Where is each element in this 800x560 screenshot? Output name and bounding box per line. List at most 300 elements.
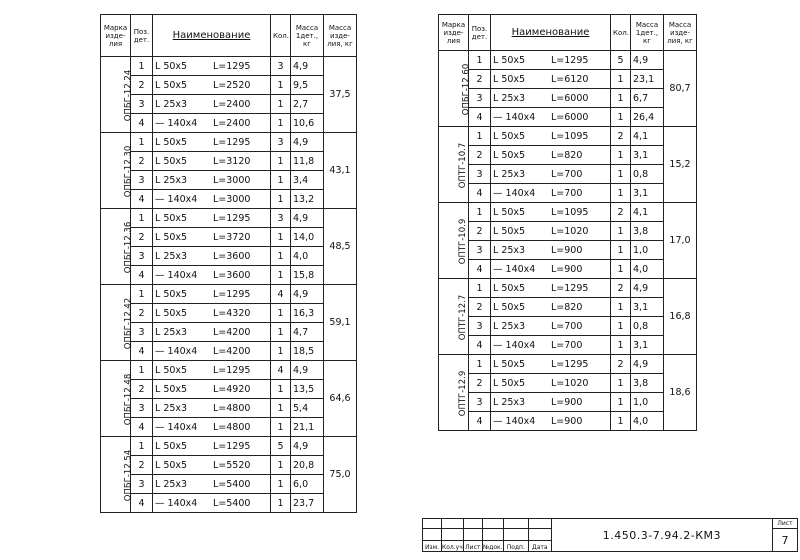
table-row [101, 380, 357, 399]
header-mass-one: Масса 1дет., кг [631, 15, 664, 51]
profile-text: L 50x5 [155, 60, 188, 72]
item-mass-cell [664, 355, 697, 431]
table-row [101, 57, 357, 76]
profile-text: L 50x5 [493, 206, 526, 218]
length-text: L=3000 [213, 193, 251, 205]
sheet-number: 7 [773, 529, 798, 552]
name-cell [491, 355, 611, 374]
item-mass-cell [664, 279, 697, 355]
profile-text: L 25x3 [493, 320, 526, 332]
item-mark: ОПБГ-12.30 [123, 145, 134, 197]
item-mass-cell [324, 209, 357, 285]
table-row [439, 51, 697, 70]
item-mark-cell [101, 285, 134, 361]
table-row [439, 374, 697, 393]
position-cell: 4 [469, 260, 491, 279]
item-mark: ОПТГ-12.9 [458, 370, 469, 416]
position-cell: 3 [131, 171, 153, 190]
position-cell: 4 [469, 184, 491, 203]
position-cell: 2 [131, 76, 153, 95]
table-row [439, 70, 697, 89]
position-cell: 2 [131, 304, 153, 323]
length-text: L=2400 [213, 98, 251, 110]
position-cell: 1 [131, 57, 153, 76]
item-mass-cell [324, 361, 357, 437]
length-text: L=1020 [551, 225, 589, 237]
length-text: L=700 [551, 187, 583, 199]
profile-text: — 140x4 [493, 187, 536, 199]
length-text: L=1295 [213, 60, 251, 72]
profile-text: L 25x3 [155, 478, 188, 490]
table-row [101, 209, 357, 228]
position-cell: 4 [469, 108, 491, 127]
item-mass: 15,2 [669, 159, 691, 170]
length-text: L=4800 [213, 402, 251, 414]
profile-text: L 50x5 [155, 155, 188, 167]
name-cell [153, 380, 271, 399]
name-cell [153, 266, 271, 285]
profile-text: L 50x5 [493, 130, 526, 142]
item-mark: ОПБГ-12.42 [123, 297, 134, 349]
quantity-cell: 1 [271, 494, 291, 513]
length-text: L=4920 [213, 383, 251, 395]
mass-per-part-cell: 4,7 [291, 323, 324, 342]
length-text: L=4800 [213, 421, 251, 433]
table-row [101, 266, 357, 285]
table-row [101, 437, 357, 456]
item-mass-cell [664, 203, 697, 279]
length-text: L=1295 [213, 288, 251, 300]
name-cell [491, 279, 611, 298]
table-row [101, 76, 357, 95]
table-row [101, 133, 357, 152]
length-text: L=3600 [213, 269, 251, 281]
item-mass-cell [664, 127, 697, 203]
quantity-cell: 1 [611, 298, 631, 317]
position-cell: 4 [131, 266, 153, 285]
name-cell [153, 76, 271, 95]
mass-per-part-cell: 3,4 [291, 171, 324, 190]
header-name: Наименование [491, 15, 611, 51]
profile-text: L 50x5 [155, 459, 188, 471]
table-row [101, 152, 357, 171]
item-mass: 75,0 [329, 469, 351, 480]
length-text: L=820 [551, 301, 583, 313]
length-text: L=5400 [213, 478, 251, 490]
table-row [439, 241, 697, 260]
name-cell [153, 494, 271, 513]
item-mass: 43,1 [329, 165, 351, 176]
name-cell [491, 298, 611, 317]
item-mark-cell [439, 203, 469, 279]
name-cell [153, 285, 271, 304]
mass-per-part-cell: 13,2 [291, 190, 324, 209]
item-mass-cell [324, 437, 357, 513]
table-row [101, 114, 357, 133]
profile-text: — 140x4 [493, 339, 536, 351]
position-cell: 3 [469, 317, 491, 336]
table-row [439, 146, 697, 165]
quantity-cell: 1 [271, 95, 291, 114]
document-number: 1.450.3-7.94.2-КМ3 [551, 519, 772, 552]
table-row [101, 361, 357, 380]
quantity-cell: 1 [271, 247, 291, 266]
mass-per-part-cell: 5,4 [291, 399, 324, 418]
position-cell: 1 [469, 51, 491, 70]
mass-per-part-cell: 4,0 [631, 412, 664, 431]
position-cell: 1 [131, 285, 153, 304]
profile-text: — 140x4 [155, 497, 198, 509]
table-row [439, 184, 697, 203]
item-mass: 16,8 [669, 311, 691, 322]
name-cell [491, 70, 611, 89]
item-mark-cell [101, 57, 134, 133]
quantity-cell: 1 [611, 146, 631, 165]
name-cell [153, 95, 271, 114]
quantity-cell: 2 [611, 355, 631, 374]
profile-text: L 50x5 [493, 301, 526, 313]
length-text: L=3120 [213, 155, 251, 167]
position-cell: 2 [469, 146, 491, 165]
name-cell [153, 114, 271, 133]
quantity-cell: 5 [611, 51, 631, 70]
position-cell: 1 [469, 279, 491, 298]
table-row [101, 475, 357, 494]
length-text: L=900 [551, 396, 583, 408]
quantity-cell: 1 [611, 374, 631, 393]
quantity-cell: 1 [611, 336, 631, 355]
profile-text: L 50x5 [155, 212, 188, 224]
position-cell: 1 [469, 127, 491, 146]
table-row [101, 285, 357, 304]
length-text: L=1295 [213, 212, 251, 224]
item-mark-cell [101, 209, 134, 285]
item-mark: ОПТГ-10.9 [458, 218, 469, 264]
item-mass-cell [324, 57, 357, 133]
table-row [439, 108, 697, 127]
header-mass-one: Масса 1дет., кг [291, 15, 324, 57]
quantity-cell: 2 [611, 127, 631, 146]
table-row [439, 412, 697, 431]
position-cell: 3 [469, 165, 491, 184]
profile-text: L 25x3 [155, 174, 188, 186]
length-text: L=6000 [551, 111, 589, 123]
name-cell [153, 171, 271, 190]
mass-per-part-cell: 14,0 [291, 228, 324, 247]
quantity-cell: 1 [271, 171, 291, 190]
right-spec-table [438, 14, 697, 431]
mass-per-part-cell: 0,8 [631, 165, 664, 184]
profile-text: — 140x4 [493, 263, 536, 275]
mass-per-part-cell: 4,9 [631, 279, 664, 298]
profile-text: L 50x5 [493, 54, 526, 66]
length-text: L=820 [551, 149, 583, 161]
profile-text: — 140x4 [155, 269, 198, 281]
table-row [101, 399, 357, 418]
quantity-cell: 2 [611, 279, 631, 298]
item-mass-cell [664, 51, 697, 127]
mass-per-part-cell: 0,8 [631, 317, 664, 336]
position-cell: 1 [469, 355, 491, 374]
table-row [101, 418, 357, 437]
table-row [439, 393, 697, 412]
item-mass: 17,0 [669, 235, 691, 246]
quantity-cell: 1 [271, 380, 291, 399]
name-cell [153, 228, 271, 247]
position-cell: 3 [131, 247, 153, 266]
mass-per-part-cell: 6,0 [291, 475, 324, 494]
length-text: L=1095 [551, 206, 589, 218]
table-row [439, 165, 697, 184]
mass-per-part-cell: 4,9 [291, 209, 324, 228]
profile-text: — 140x4 [155, 421, 198, 433]
profile-text: L 25x3 [155, 98, 188, 110]
mass-per-part-cell: 20,8 [291, 456, 324, 475]
profile-text: L 50x5 [493, 282, 526, 294]
table-row [101, 342, 357, 361]
header-pos: Поз. дет. [469, 15, 491, 51]
name-cell [153, 437, 271, 456]
table-row [439, 89, 697, 108]
position-cell: 3 [131, 95, 153, 114]
mass-per-part-cell: 9,5 [291, 76, 324, 95]
quantity-cell: 1 [611, 89, 631, 108]
mass-per-part-cell: 10,6 [291, 114, 324, 133]
quantity-cell: 3 [271, 209, 291, 228]
profile-text: L 50x5 [155, 364, 188, 376]
name-cell [153, 323, 271, 342]
length-text: L=5400 [213, 497, 251, 509]
position-cell: 1 [131, 209, 153, 228]
profile-text: — 140x4 [155, 193, 198, 205]
item-mark-cell [101, 361, 134, 437]
profile-text: — 140x4 [155, 345, 198, 357]
position-cell: 1 [131, 133, 153, 152]
item-mark: ОПБГ-12.60 [461, 63, 472, 115]
quantity-cell: 1 [271, 304, 291, 323]
name-cell [153, 133, 271, 152]
position-cell: 1 [469, 203, 491, 222]
table-row [439, 260, 697, 279]
length-text: L=4200 [213, 345, 251, 357]
name-cell [153, 304, 271, 323]
item-mark: ОПБГ-12.48 [123, 373, 134, 425]
profile-text: L 50x5 [493, 225, 526, 237]
length-text: L=6120 [551, 73, 589, 85]
length-text: L=900 [551, 244, 583, 256]
table-row [439, 355, 697, 374]
name-cell [491, 317, 611, 336]
profile-text: L 50x5 [493, 73, 526, 85]
name-cell [153, 247, 271, 266]
table-row [439, 279, 697, 298]
table-row [101, 171, 357, 190]
quantity-cell: 1 [271, 399, 291, 418]
length-text: L=2520 [213, 79, 251, 91]
mass-per-part-cell: 3,1 [631, 146, 664, 165]
mass-per-part-cell: 4,9 [291, 133, 324, 152]
item-mark-cell [439, 279, 469, 355]
position-cell: 4 [469, 336, 491, 355]
position-cell: 4 [131, 190, 153, 209]
position-cell: 2 [131, 456, 153, 475]
length-text: L=1295 [551, 282, 589, 294]
item-mark: ОПТГ-10.7 [458, 142, 469, 188]
length-text: L=3600 [213, 250, 251, 262]
name-cell [491, 412, 611, 431]
table-row [439, 222, 697, 241]
quantity-cell: 1 [611, 260, 631, 279]
table-row [439, 317, 697, 336]
position-cell: 4 [131, 494, 153, 513]
profile-text: L 25x3 [155, 402, 188, 414]
name-cell [153, 399, 271, 418]
item-mass-cell [324, 133, 357, 209]
header-qty: Кол. [611, 15, 631, 51]
profile-text: L 50x5 [155, 440, 188, 452]
item-mark: ОПБГ-12.36 [123, 221, 134, 273]
name-cell [153, 57, 271, 76]
mass-per-part-cell: 3,1 [631, 298, 664, 317]
quantity-cell: 3 [271, 57, 291, 76]
quantity-cell: 3 [271, 133, 291, 152]
quantity-cell: 1 [271, 456, 291, 475]
length-text: L=1095 [551, 130, 589, 142]
name-cell [153, 152, 271, 171]
mass-per-part-cell: 4,9 [291, 361, 324, 380]
profile-text: L 50x5 [155, 383, 188, 395]
item-mark-cell [439, 355, 469, 431]
name-cell [491, 165, 611, 184]
position-cell: 4 [131, 418, 153, 437]
length-text: L=1295 [551, 358, 589, 370]
table-row [101, 494, 357, 513]
profile-text: L 25x3 [155, 250, 188, 262]
length-text: L=1295 [551, 54, 589, 66]
position-cell: 2 [469, 70, 491, 89]
item-mass: 48,5 [329, 241, 351, 252]
quantity-cell: 1 [271, 152, 291, 171]
quantity-cell: 1 [271, 228, 291, 247]
mass-per-part-cell: 4,9 [291, 285, 324, 304]
profile-text: — 140x4 [493, 415, 536, 427]
position-cell: 3 [469, 241, 491, 260]
position-cell: 3 [131, 399, 153, 418]
quantity-cell: 5 [271, 437, 291, 456]
mass-per-part-cell: 4,9 [631, 355, 664, 374]
item-mass: 64,6 [329, 393, 351, 404]
position-cell: 3 [469, 89, 491, 108]
position-cell: 2 [131, 380, 153, 399]
name-cell [153, 190, 271, 209]
name-cell [491, 108, 611, 127]
header-qty: Кол. [271, 15, 291, 57]
position-cell: 2 [131, 228, 153, 247]
header-mass-item: Масса изде-лия, кг [664, 15, 697, 51]
profile-text: L 50x5 [155, 288, 188, 300]
profile-text: L 50x5 [155, 307, 188, 319]
quantity-cell: 1 [611, 241, 631, 260]
profile-text: L 50x5 [493, 149, 526, 161]
tb-label-izm: Изм. [423, 541, 442, 552]
profile-text: — 140x4 [155, 117, 198, 129]
quantity-cell: 1 [271, 190, 291, 209]
item-mark-cell [439, 51, 472, 127]
quantity-cell: 1 [271, 418, 291, 437]
quantity-cell: 1 [271, 342, 291, 361]
position-cell: 4 [469, 412, 491, 431]
position-cell: 3 [469, 393, 491, 412]
name-cell [153, 475, 271, 494]
mass-per-part-cell: 4,0 [631, 260, 664, 279]
sheet-label: Лист [773, 519, 798, 529]
mass-per-part-cell: 21,1 [291, 418, 324, 437]
header-mark: Марка изде-лия [439, 15, 469, 51]
mass-per-part-cell: 6,7 [631, 89, 664, 108]
mass-per-part-cell: 1,0 [631, 241, 664, 260]
length-text: L=900 [551, 263, 583, 275]
name-cell [491, 222, 611, 241]
position-cell: 1 [131, 361, 153, 380]
mass-per-part-cell: 3,8 [631, 374, 664, 393]
mass-per-part-cell: 3,1 [631, 184, 664, 203]
name-cell [491, 393, 611, 412]
quantity-cell: 1 [611, 222, 631, 241]
length-text: L=1295 [213, 136, 251, 148]
quantity-cell: 1 [611, 184, 631, 203]
name-cell [491, 127, 611, 146]
length-text: L=700 [551, 339, 583, 351]
quantity-cell: 1 [271, 323, 291, 342]
length-text: L=4320 [213, 307, 251, 319]
name-cell [491, 51, 611, 70]
length-text: L=6000 [551, 92, 589, 104]
table-row [101, 228, 357, 247]
length-text: L=4200 [213, 326, 251, 338]
length-text: L=900 [551, 415, 583, 427]
mass-per-part-cell: 18,5 [291, 342, 324, 361]
table-row [439, 127, 697, 146]
header-pos: Поз. дет. [131, 15, 153, 57]
quantity-cell: 1 [611, 165, 631, 184]
header-mass-item: Масса изде-лия, кг [324, 15, 357, 57]
mass-per-part-cell: 15,8 [291, 266, 324, 285]
position-cell: 4 [131, 342, 153, 361]
mass-per-part-cell: 4,1 [631, 203, 664, 222]
position-cell: 2 [469, 374, 491, 393]
item-mass-cell [324, 285, 357, 361]
length-text: L=5520 [213, 459, 251, 471]
table-row [101, 323, 357, 342]
tb-label-podp: Подп. [503, 541, 528, 552]
length-text: L=3720 [213, 231, 251, 243]
mass-per-part-cell: 4,9 [291, 437, 324, 456]
position-cell: 2 [131, 152, 153, 171]
length-text: L=700 [551, 320, 583, 332]
item-mass: 80,7 [669, 83, 691, 94]
length-text: L=1020 [551, 377, 589, 389]
mass-per-part-cell: 13,5 [291, 380, 324, 399]
name-cell [491, 89, 611, 108]
position-cell: 4 [131, 114, 153, 133]
name-cell [491, 241, 611, 260]
quantity-cell: 1 [611, 70, 631, 89]
length-text: L=1295 [213, 364, 251, 376]
name-cell [491, 374, 611, 393]
profile-text: L 50x5 [155, 231, 188, 243]
tb-label-list: Лист [463, 541, 482, 552]
table-row [101, 95, 357, 114]
